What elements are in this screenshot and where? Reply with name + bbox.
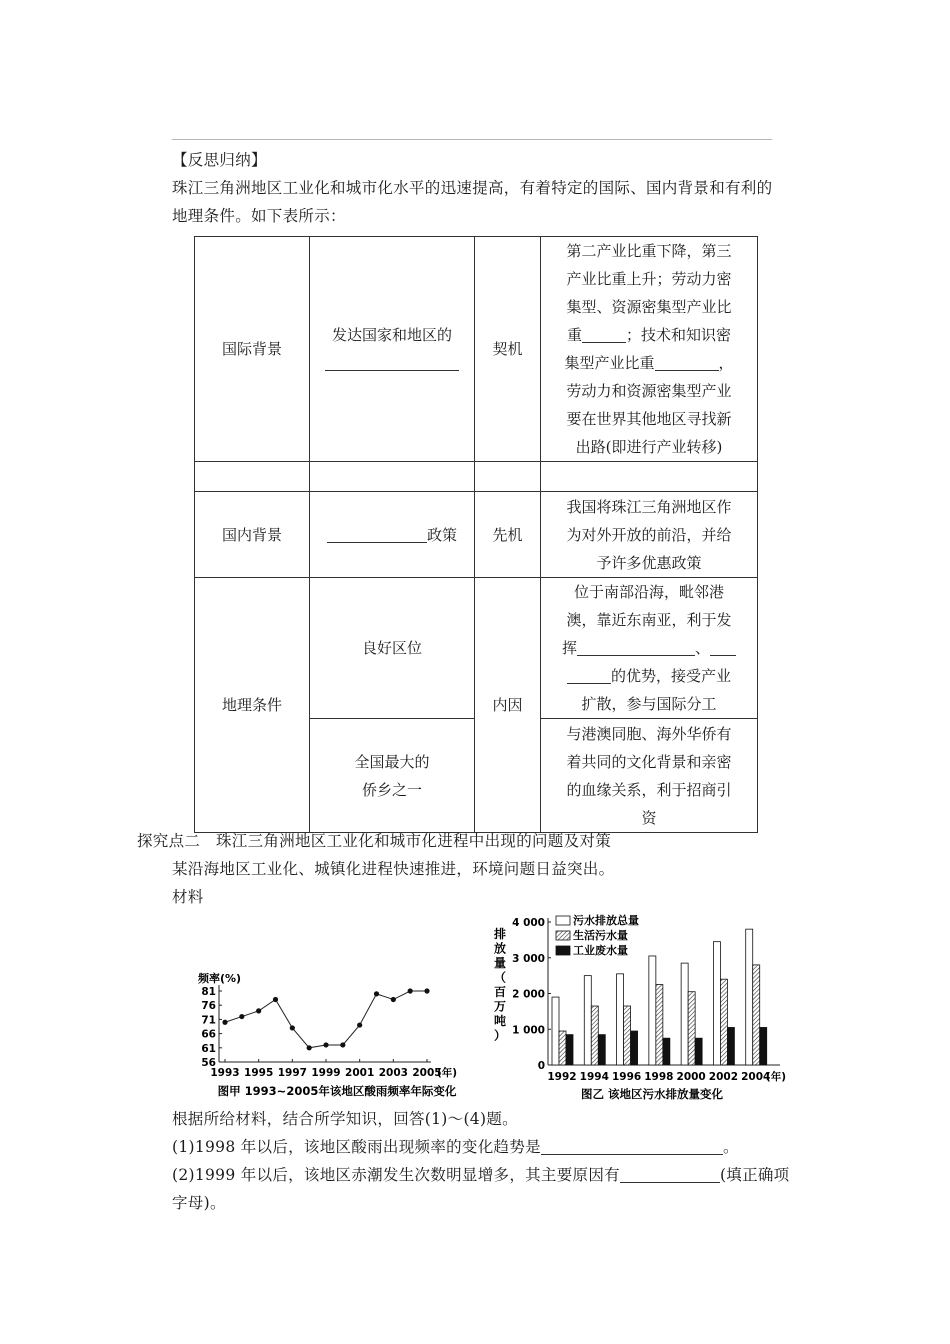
data-point (222, 1020, 227, 1025)
section2-line-1: 某沿海地区工业化、城镇化进程快速推进，环境问题日益突出。 (172, 860, 615, 878)
question-text: (2)1999 年以后，该地区赤潮发生次数明显增多，其主要原因有 (172, 1166, 620, 1184)
x-tick-label: 1997 (277, 1067, 307, 1079)
cell-overseas-ties (541, 719, 758, 833)
table-row (195, 492, 758, 578)
bar (681, 963, 688, 1065)
bar (713, 942, 720, 1065)
cell-open-policy (541, 492, 758, 578)
cell-text: 资 (641, 808, 657, 827)
answer-blank[interactable] (710, 639, 736, 656)
x-tick-label: 2000 (676, 1071, 706, 1083)
cell-geography-label: 地理条件 (195, 578, 310, 833)
y-tick-label: 1 000 (512, 1024, 545, 1037)
cell-text: 着共同的文化背景和亲密 (566, 752, 732, 771)
bar (566, 1035, 573, 1065)
question-2-cont: 字母)。 (172, 1194, 226, 1212)
chart-title: 图乙 该地区污水排放量变化 (580, 1087, 724, 1101)
y-tick-label: 3 000 (512, 952, 545, 965)
bar (663, 1038, 670, 1065)
cell-text: 予许多优惠政策 (596, 553, 702, 572)
legend-swatch (556, 946, 570, 955)
y-axis-label-char: （ (493, 970, 507, 985)
answer-blank[interactable] (541, 1138, 723, 1155)
table-row-empty (195, 462, 758, 492)
questions-intro: 根据所给材料，结合所学知识，回答(1)～(4)题。 (172, 1110, 518, 1128)
bar (753, 965, 760, 1065)
cell-location-advantage (541, 578, 758, 719)
bar (746, 929, 753, 1065)
cell-text: 劳动力和资源密集型产业 (566, 382, 732, 400)
legend-swatch (556, 931, 570, 940)
y-axis-label-char: 量 (493, 956, 507, 970)
y-axis-label-char: 放 (493, 941, 507, 956)
cell-text: 集型、资源密集型产业比 (566, 298, 732, 316)
data-point (391, 997, 396, 1002)
y-tick-label: 61 (201, 1042, 216, 1055)
x-tick-label: 1993 (210, 1067, 240, 1079)
data-point (307, 1045, 312, 1050)
bar (649, 956, 656, 1065)
cell-industry-shift (541, 237, 758, 462)
cell-developed-regions (310, 237, 475, 462)
bar (598, 1035, 605, 1065)
x-axis-unit: (年) (436, 1067, 458, 1079)
intro-line-1: 珠江三角洲地区工业化和城市化水平的迅速提高，有着特定的国际、国内背景和有利的 (172, 179, 773, 197)
y-axis-label-char: 吨 (493, 1014, 507, 1028)
answer-blank[interactable] (577, 639, 695, 656)
legend-label: 生活污水量 (573, 929, 628, 942)
cell-text: 扩散，参与国际分工 (581, 695, 717, 713)
data-point (340, 1042, 345, 1047)
data-point (323, 1042, 328, 1047)
y-axis-label-char: ） (493, 1028, 507, 1043)
y-tick-label: 81 (201, 986, 216, 998)
sewage-discharge-chart (490, 910, 795, 1108)
cell-text: 澳，靠近东南亚，利于发 (566, 611, 732, 629)
bar (591, 1006, 598, 1065)
acid-rain-frequency-chart (195, 968, 480, 1100)
bar (584, 976, 591, 1065)
answer-blank[interactable] (655, 354, 719, 371)
x-tick-label: 2001 (345, 1067, 375, 1079)
y-axis-label-char: 排 (493, 927, 507, 941)
answer-blank[interactable] (567, 667, 611, 684)
empty-cell (310, 462, 475, 492)
cell-location: 良好区位 (310, 578, 475, 719)
answer-blank[interactable] (620, 1166, 720, 1183)
answer-blank[interactable] (582, 326, 626, 343)
table-row (195, 578, 758, 719)
y-tick-label: 4 000 (512, 917, 545, 929)
cell-text: 挥 (561, 639, 577, 657)
cell-text: 政策 (426, 525, 457, 544)
cell-opportunity: 契机 (475, 237, 541, 462)
table-row (195, 237, 758, 462)
y-tick-label: 76 (201, 1000, 216, 1013)
cell-text: 位于南部沿海，毗邻港 (573, 583, 724, 601)
answer-blank[interactable] (327, 526, 427, 543)
cell-text: 第二产业比重下降，第三 (566, 242, 732, 260)
data-point (408, 988, 413, 993)
bar (552, 997, 559, 1065)
x-tick-label: 1996 (611, 1071, 642, 1083)
cell-text: ；技术和知识密 (626, 326, 732, 344)
cell-text: ， (718, 354, 734, 372)
cell-text: 与港澳同胞、海外华侨有 (566, 724, 732, 743)
section-heading: 【反思归纳】 (172, 151, 267, 169)
cell-internal-cause: 内因 (475, 578, 541, 833)
x-tick-label: 2004 (741, 1071, 771, 1083)
y-axis-label: 频率(%) (198, 972, 242, 985)
y-tick-label: 56 (201, 1057, 216, 1069)
summary-table (194, 236, 758, 833)
empty-cell (475, 462, 541, 492)
cell-international-label: 国际背景 (195, 237, 310, 462)
y-tick-label: 66 (201, 1028, 216, 1041)
series-line (225, 991, 427, 1048)
y-axis-label-char: 百 (493, 985, 507, 999)
cell-text: 集型产业比重 (564, 354, 655, 372)
x-axis-unit: (年) (765, 1071, 786, 1083)
bar (688, 992, 695, 1065)
bar (631, 1031, 638, 1065)
cell-text: 我国将珠江三角洲地区作 (566, 497, 732, 516)
header-divider (172, 139, 772, 140)
x-tick-label: 2005 (412, 1067, 442, 1079)
empty-cell (541, 462, 758, 492)
answer-blank[interactable] (325, 354, 459, 371)
question-text: 。 (722, 1138, 739, 1156)
cell-text: 产业比重上升；劳动力密 (566, 270, 732, 288)
cell-text: 重 (566, 326, 582, 344)
cell-text: 的血缘关系，利于招商引 (566, 780, 732, 799)
intro-line-2: 地理条件。如下表所示： (172, 207, 346, 225)
cell-hometown (310, 719, 475, 833)
bar (656, 985, 663, 1065)
bar (727, 1027, 734, 1065)
bar (760, 1027, 767, 1065)
data-point (374, 991, 379, 996)
question-1 (172, 1137, 739, 1157)
cell-text: 出路(即进行产业转移) (575, 438, 723, 456)
x-tick-label: 1992 (547, 1071, 577, 1083)
question-text: (1)1998 年以后，该地区酸雨出现频率的变化趋势是 (172, 1138, 541, 1156)
data-point (239, 1014, 244, 1019)
x-tick-label: 1999 (311, 1067, 341, 1079)
data-point (290, 1025, 295, 1030)
x-tick-label: 2002 (708, 1071, 739, 1083)
data-point (424, 988, 429, 993)
cell-text: 全国最大的 (354, 752, 430, 771)
cell-first-move: 先机 (475, 492, 541, 578)
x-tick-label: 1995 (244, 1067, 274, 1079)
data-point (273, 997, 278, 1002)
y-tick-label: 2 000 (512, 988, 545, 1001)
empty-cell (195, 462, 310, 492)
bar (695, 1038, 702, 1065)
cell-domestic-label: 国内背景 (195, 492, 310, 578)
x-tick-label: 1994 (579, 1071, 609, 1083)
cell-text: 要在世界其他地区寻找新 (566, 410, 732, 428)
cell-text: 的优势，接受产业 (610, 667, 731, 685)
bar (617, 974, 624, 1065)
cell-text: 为对外开放的前沿，并给 (566, 525, 732, 544)
section2-title: 探究点二 珠江三角洲地区工业化和城市化进程中出现的问题及对策 (137, 832, 612, 850)
cell-text: 发达国家和地区的 (331, 326, 452, 344)
x-tick-label: 1998 (644, 1071, 674, 1083)
legend-label: 工业废水量 (573, 944, 628, 957)
cell-text: 侨乡之一 (361, 780, 422, 799)
bar (720, 979, 727, 1065)
question-2 (172, 1165, 790, 1185)
question-text: (填正确项 (719, 1166, 790, 1184)
cell-policy (310, 492, 475, 578)
data-point (256, 1008, 261, 1013)
y-axis-label-char: 万 (493, 999, 507, 1014)
material-label: 材料 (172, 888, 204, 906)
cell-text: 、 (695, 639, 711, 657)
legend-swatch (556, 916, 570, 925)
y-tick-label: 71 (201, 1014, 216, 1027)
chart-title: 图甲 1993~2005年该地区酸雨频率年际变化 (217, 1084, 457, 1098)
bar (559, 1031, 566, 1065)
bar (624, 1006, 631, 1065)
y-tick-label: 0 (537, 1060, 545, 1072)
x-tick-label: 2003 (378, 1067, 408, 1079)
data-point (357, 1022, 362, 1027)
legend-label: 污水排放总量 (573, 914, 639, 927)
